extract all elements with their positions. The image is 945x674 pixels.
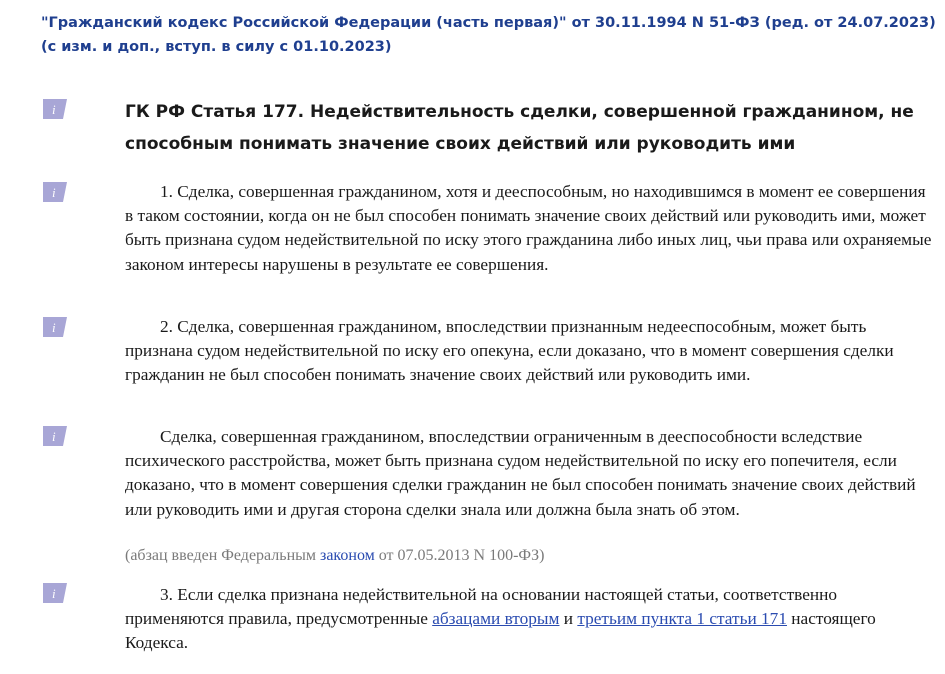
svg-text:i: i [52, 586, 56, 601]
note-prefix: (абзац введен Федеральным [125, 547, 320, 564]
amendment-note [125, 545, 925, 567]
svg-text:i: i [52, 320, 56, 335]
note-suffix: от 07.05.2013 N 100-ФЗ) [374, 547, 545, 564]
law-link[interactable]: законом [320, 547, 375, 564]
paragraph-3-text: Сделка, совершенная гражданином, впоследствии ограниченным в дееспособности вследствие психического расстройства, может быть признана судом недействительной по иску его попечителя, если доказано, что в момент совершения сделки гражданин не был способен понимать значение своих действий или руководить ими и другая сторона сделки знала или должна была знать об этом. [125, 427, 916, 519]
article-paragraph-1 [125, 180, 937, 277]
article-paragraph-3 [125, 425, 937, 522]
info-comment-icon[interactable] [41, 425, 69, 447]
reference-link-article-171[interactable]: третьим пункта 1 статьи 171 [577, 609, 787, 629]
info-comment-icon[interactable] [41, 181, 69, 203]
paragraph-4-ending: настоящего Кодекса. [125, 609, 876, 653]
info-comment-icon[interactable] [41, 582, 69, 604]
article-heading: ГК РФ Статья 177. Недействительность сделки, совершенной гражданином, не способным понимать значение своих действий или руководить ими [125, 102, 914, 154]
paragraph-2-text: 2. Сделка, совершенная гражданином, впоследствии признанным недееспособным, может быть признана судом недействительной по иску его опекуна, если доказано, что в момент совершения сделки гражданин не был способен понимать значение своих действий или руководить ими. [125, 317, 894, 385]
reference-link-paragraphs[interactable]: абзацами вторым [432, 609, 560, 629]
paragraph-4-conjunction: и [559, 609, 578, 629]
svg-text:i: i [52, 102, 56, 117]
article-paragraph-4 [125, 583, 937, 656]
svg-text:i: i [52, 185, 56, 200]
article-paragraph-2 [125, 315, 937, 388]
document-title[interactable]: "Гражданский кодекс Российской Федерации (часть первая)" от 30.11.1994 N 51-ФЗ (ред. от 24.07.2023) (с изм. и доп., вступ. в силу с 01.10.2023) [41, 15, 936, 55]
svg-text:i: i [52, 429, 56, 444]
info-comment-icon[interactable] [41, 316, 69, 338]
info-comment-icon[interactable] [41, 98, 69, 120]
paragraph-1-text: 1. Сделка, совершенная гражданином, хотя и дееспособным, но находившимся в момент ее совершения в таком состоянии, когда он не был способен понимать значение своих действий или руководить ими, может быть признана судом недействительной по иску этого гражданина либо иных лиц, чьи права или охраняемые законом интересы нарушены в результате ее совершения. [125, 182, 932, 274]
paragraph-4-text: 3. Если сделка признана недействительной на основании настоящей статьи, соответственно применяются правила, предусмотренные [125, 585, 838, 629]
